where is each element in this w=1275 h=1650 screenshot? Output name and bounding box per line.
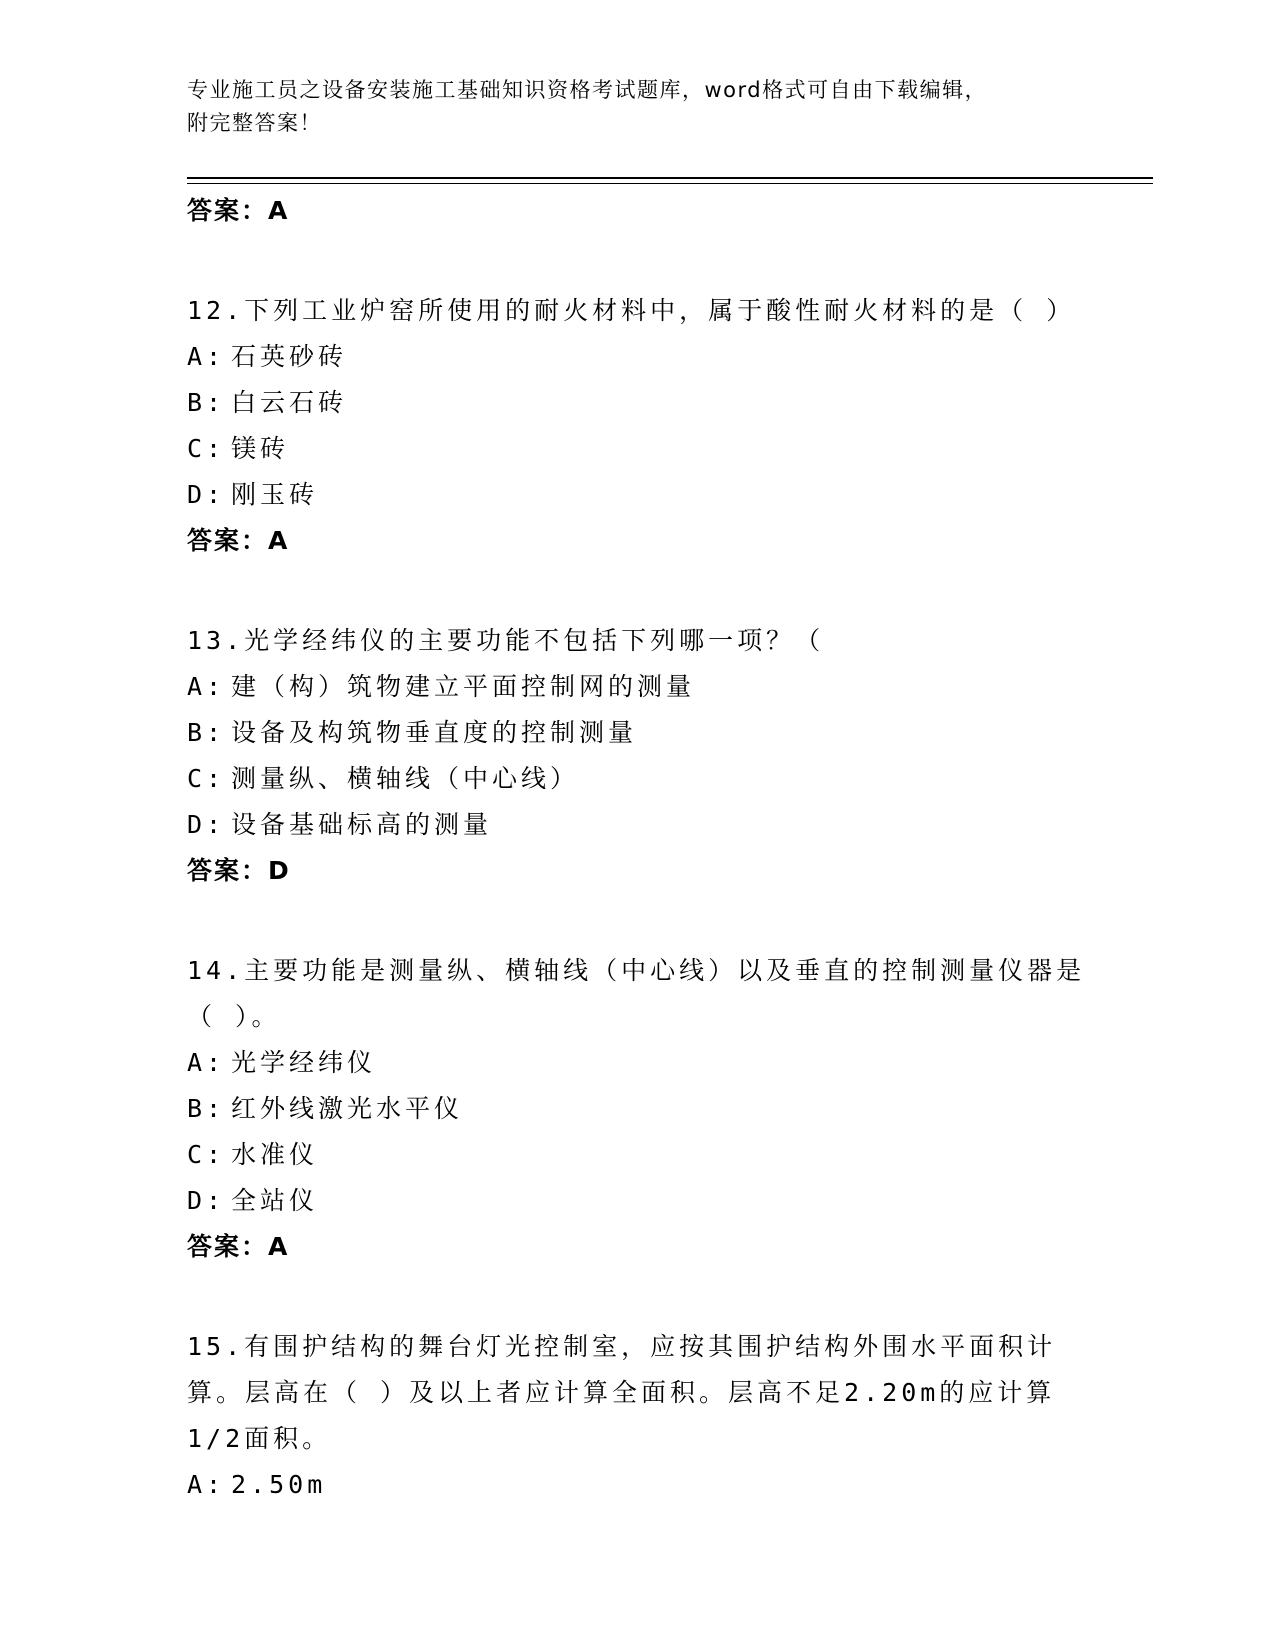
option-letter: A: xyxy=(187,1470,226,1499)
answer-label: 答案：A xyxy=(187,196,290,225)
question-12 xyxy=(187,288,1087,564)
question-text: 15.有围护结构的舞台灯光控制室，应按其围护结构外围水平面积计算。层高在（ ）及以上者应计算全面积。层高不足2.20m的应计算1/2面积。 xyxy=(187,1332,1057,1453)
option-text: 建（构）筑物建立平面控制网的测量 xyxy=(231,672,696,701)
header-divider-thick xyxy=(187,177,1153,179)
option-letter: B: xyxy=(187,1094,226,1123)
header-line-1: 专业施工员之设备安装施工基础知识资格考试题库，word格式可自由下载编辑， xyxy=(187,78,988,102)
option-letter: D: xyxy=(187,810,226,839)
option-a xyxy=(187,334,1087,380)
option-b xyxy=(187,380,1087,426)
option-d xyxy=(187,472,1087,518)
option-c xyxy=(187,1132,1087,1178)
option-text: 红外线激光水平仪 xyxy=(231,1094,464,1123)
document-header xyxy=(187,74,1067,140)
option-letter: B: xyxy=(187,388,226,417)
option-text: 测量纵、横轴线（中心线） xyxy=(231,764,580,793)
option-text: 水准仪 xyxy=(231,1140,319,1169)
option-text: 2.50m xyxy=(231,1470,327,1499)
option-letter: A: xyxy=(187,342,226,371)
option-text: 全站仪 xyxy=(231,1186,319,1215)
header-divider-thin xyxy=(187,183,1153,184)
option-b xyxy=(187,1086,1087,1132)
option-letter: A: xyxy=(187,672,226,701)
option-letter: B: xyxy=(187,718,226,747)
option-a xyxy=(187,1040,1087,1086)
option-a xyxy=(187,664,1087,710)
option-text: 石英砂砖 xyxy=(231,342,348,371)
option-d xyxy=(187,802,1087,848)
option-text: 镁砖 xyxy=(231,434,290,463)
question-14 xyxy=(187,948,1087,1270)
option-letter: A: xyxy=(187,1048,226,1077)
question-list xyxy=(187,188,1087,1562)
option-letter: C: xyxy=(187,1140,226,1169)
question-text: 13.光学经纬仪的主要功能不包括下列哪一项？（ xyxy=(187,626,825,655)
option-d xyxy=(187,1178,1087,1224)
option-letter: D: xyxy=(187,480,226,509)
option-text: 设备基础标高的测量 xyxy=(231,810,493,839)
answer-label: 答案：A xyxy=(187,526,290,555)
question-13 xyxy=(187,618,1087,894)
header-line-2: 附完整答案！ xyxy=(187,111,322,135)
option-text: 白云石砖 xyxy=(231,388,348,417)
option-text: 刚玉砖 xyxy=(231,480,319,509)
question-text: 12.下列工业炉窑所使用的耐火材料中，属于酸性耐火材料的是（ ） xyxy=(187,296,1076,325)
option-c xyxy=(187,426,1087,472)
option-text: 光学经纬仪 xyxy=(231,1048,377,1077)
option-a xyxy=(187,1462,1087,1508)
option-letter: D: xyxy=(187,1186,226,1215)
option-c xyxy=(187,756,1087,802)
option-letter: C: xyxy=(187,434,226,463)
option-text: 设备及构筑物垂直度的控制测量 xyxy=(231,718,638,747)
answer-label: 答案：D xyxy=(187,856,291,885)
option-letter: C: xyxy=(187,764,226,793)
option-b xyxy=(187,710,1087,756)
answer-label: 答案：A xyxy=(187,1232,290,1261)
question-15 xyxy=(187,1324,1087,1508)
question-text: 14.主要功能是测量纵、横轴线（中心线）以及垂直的控制测量仪器是（ ）。 xyxy=(187,956,1086,1031)
